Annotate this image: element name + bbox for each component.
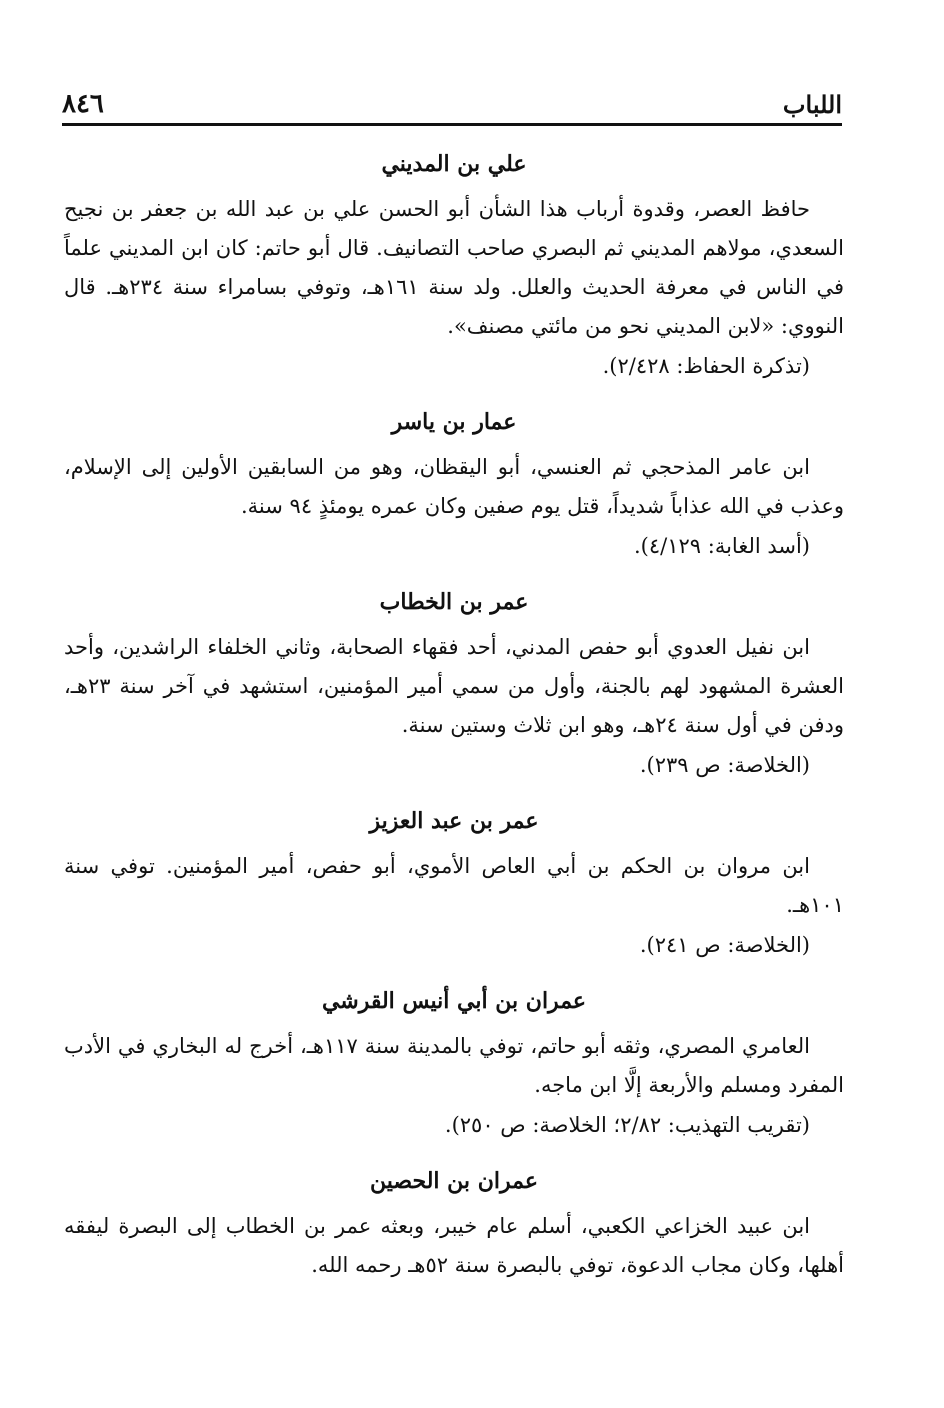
entry-title: عمران بن أبي أنيس القرشي bbox=[321, 988, 587, 1014]
biography-entry bbox=[64, 985, 844, 1143]
book-title: اللباب bbox=[782, 90, 842, 119]
entry-title: عمر بن الخطاب bbox=[379, 589, 529, 615]
page-number: ٨٤٦ bbox=[62, 89, 104, 119]
biography-entry bbox=[64, 805, 844, 963]
entry-body: حافظ العصر، وقدوة أرباب هذا الشأن أبو الحسن علي بن عبد الله بن جعفر بن نجيح السعدي، مولاهم المديني ثم البصري صاحب التصانيف. قال أبو حاتم: كان ابن المديني علماً في الناس في معرفة الحديث والعلل. ولد سنة ١٦١هـ، وتوفي بسامراء سنة ٢٣٤هـ. قال النووي: «لابن المديني نحو من مائتي مصنف». bbox=[64, 197, 845, 338]
page-header bbox=[62, 82, 842, 126]
entry-title: عمران بن الحصين bbox=[370, 1168, 538, 1194]
entry-title: عمار بن ياسر bbox=[391, 409, 517, 435]
entry-body: ابن نفيل العدوي أبو حفص المدني، أحد فقهاء الصحابة، وثاني الخلفاء الراشدين، وأحد العشرة المشهود لهم بالجنة، وأول من سمي أمير المؤمنين، استشهد في آخر سنة ٢٣هـ، ودفن في أول سنة ٢٤هـ، وهو ابن ثلاث وستين سنة. bbox=[64, 635, 844, 737]
entry-title: عمر بن عبد العزيز bbox=[369, 808, 539, 834]
entry-reference: (أسد الغابة: ٤/١٢٩). bbox=[633, 534, 810, 558]
biography-entry bbox=[64, 406, 844, 564]
entry-body: ابن عامر المذحجي ثم العنسي، أبو اليقظان، وهو من السابقين الأولين إلى الإسلام، وعذب في الله عذاباً شديداً، قتل يوم صفين وكان عمره يومئذٍ ٩٤ سنة. bbox=[64, 455, 844, 518]
entry-title: علي بن المديني bbox=[381, 151, 527, 177]
entry-reference: (الخلاصة: ص ٢٣٩). bbox=[639, 753, 810, 777]
biography-entry bbox=[64, 586, 844, 783]
entry-reference: (تقريب التهذيب: ٢/٨٢؛ الخلاصة: ص ٢٥٠). bbox=[444, 1113, 810, 1137]
entry-reference: (تذكرة الحفاظ: ٢/٤٢٨). bbox=[602, 354, 810, 378]
biographies-list bbox=[64, 148, 844, 1301]
entry-body: ابن مروان بن الحكم بن أبي العاص الأموي، أبو حفص، أمير المؤمنين. توفي سنة ١٠١هـ. bbox=[64, 854, 844, 917]
entry-body: العامري المصري، وثقه أبو حاتم، توفي بالمدينة سنة ١١٧هـ، أخرج له البخاري في الأدب المفرد ومسلم والأربعة إلَّا ابن ماجه. bbox=[64, 1034, 844, 1097]
entry-body: ابن عبيد الخزاعي الكعبي، أسلم عام خيبر، وبعثه عمر بن الخطاب إلى البصرة ليفقه أهلها، وكان مجاب الدعوة، توفي بالبصرة سنة ٥٢هـ رحمه الله. bbox=[64, 1214, 844, 1277]
biography-entry bbox=[64, 1165, 844, 1285]
biography-entry bbox=[64, 148, 844, 384]
entry-reference: (الخلاصة: ص ٢٤١). bbox=[639, 933, 810, 957]
